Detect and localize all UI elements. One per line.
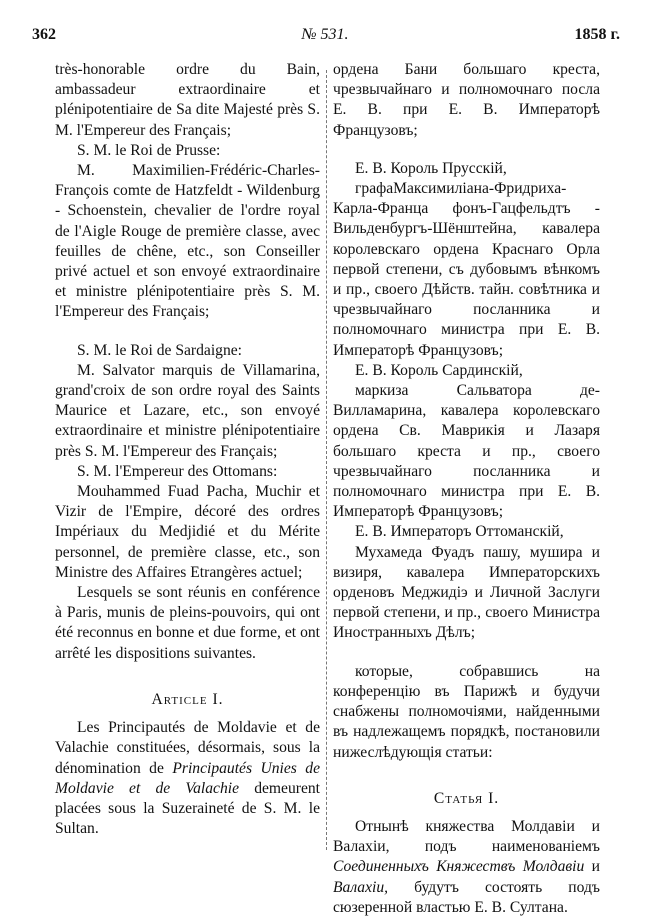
article-text: Les Principautés de Moldavie et de Valachie constituées, désormais, sous la dénomination de [55, 719, 320, 777]
paragraph: M. Maximilien-Frédéric-Charles-François comte de Hatzfeldt - Wildenburg - Schoenstein, chevalier de l'ordre royal de l'Aigle Rouge de première classe, avec feuilles de chêne, etc., son Conseiller privé actuel et son envoyé extraordinaire et ministre plénipotentiaire près S. M. l'Empereur des Français; [55, 162, 320, 321]
column-divider [326, 70, 328, 850]
russian-column [333, 60, 600, 918]
paragraph: Е. В. Императоръ Оттоманскій, [355, 523, 564, 541]
paragraph: S. M. le Roi de Prusse: [77, 141, 221, 159]
paragraph: très-honorable ordre du Bain, ambassadeur extraordinaire et plénipotentiaire de Sa dite Majesté près S. M. l'Empereur des Français; [55, 61, 320, 139]
paragraph: M. Salvator marquis de Villamarina, grand'croix de son ordre royal des Saints Maurice et Lazare, etc., son envoyé extraordinaire et ministre plénipotentiaire près S. M. l'Empereur des Français; [55, 361, 320, 460]
paragraph: Mouhammed Fuad Pacha, Muchir et Vizir de l'Empire, décoré des ordres Impériaux du Medjidié et du Mérite personnel, de première classe, etc., son Ministre des Affaires Etrangères actuel; [55, 483, 320, 581]
article-text-italic: Валахіи, [333, 878, 389, 896]
page-header [30, 26, 620, 52]
document-number: № 531. [301, 26, 349, 43]
page-number: 362 [32, 26, 56, 43]
paragraph: S. M. le Roi de Sardaigne: [77, 341, 243, 359]
article-paragraph [55, 718, 320, 839]
article-text-italic: Principautés Unies de Moldavie et de Valachie [55, 759, 320, 797]
article-text: будутъ состоять подъ сюзеренной властью Е. В. Султана. [333, 878, 600, 916]
document-year: 1858 г. [574, 26, 620, 43]
paragraph: ордена Бани большаго креста, чрезвычайнаго и полномочнаго посла Е. В. при Е. В. Императорѣ Французовъ; [333, 61, 600, 139]
french-column [55, 60, 320, 839]
paragraph: которые, собравшись на конференцію въ Парижѣ и будучи снабжены полномочіями, найденными въ надлежащемъ порядкѣ, постановили нижеслѣдующія статьи: [333, 662, 600, 761]
paragraph: Lesquels se sont réunis en conférence à Paris, munis de pleins-pouvoirs, qui ont été reconnus en bonne et due forme, et ont arrêté les dispositions suivantes. [55, 584, 320, 662]
paragraph: Е. В. Король Сардинскій, [355, 361, 523, 379]
article-title: Article I. [151, 690, 224, 708]
paragraph: S. M. l'Empereur des Ottomans: [77, 462, 278, 480]
article-text-italic: Соединенныхъ Княжествъ Молдавіи [333, 858, 585, 876]
paragraph: графаМаксимиліана-Фридриха-Карла-Франца фонъ-Гацфельдтъ - Вильденбургъ-Шёнштейна, кавалера королевскаго ордена Краснаго Орла первой степени, съ дубовымъ вѣнкомъ и пр., своего Дѣйств. тайн. совѣтника и чрезвычайнаго посланника и полномочнаго министра при Е. В. Императорѣ Французовъ; [333, 180, 600, 359]
article-text: Отнынѣ княжества Молдавіи и Валахіи, подъ наименованіемъ [333, 817, 600, 856]
article-paragraph [333, 817, 600, 918]
article-text: и [584, 858, 600, 876]
article-title: Статья I. [433, 789, 500, 807]
paragraph: Е. В. Король Прусскій, [355, 159, 507, 177]
article-text: demeurent placées sous la Suzeraineté de S. M. le Sultan. [55, 779, 320, 838]
paragraph: маркиза Сальватора де-Вилламарина, кавалера королевскаго ордена Св. Маврикія и Лазаря большаго креста и пр., своего чрезвычайнаго посланника и полномочнаго министра при Е. В. Императорѣ Французовъ; [333, 382, 600, 521]
paragraph: Мухамеда Фуадъ пашу, мушира и визиря, кавалера Императорскихъ орденовъ Меджидіэ и Личной Заслуги первой степени, и пр., своего Министра Иностранныхъ Дѣлъ; [333, 543, 600, 642]
